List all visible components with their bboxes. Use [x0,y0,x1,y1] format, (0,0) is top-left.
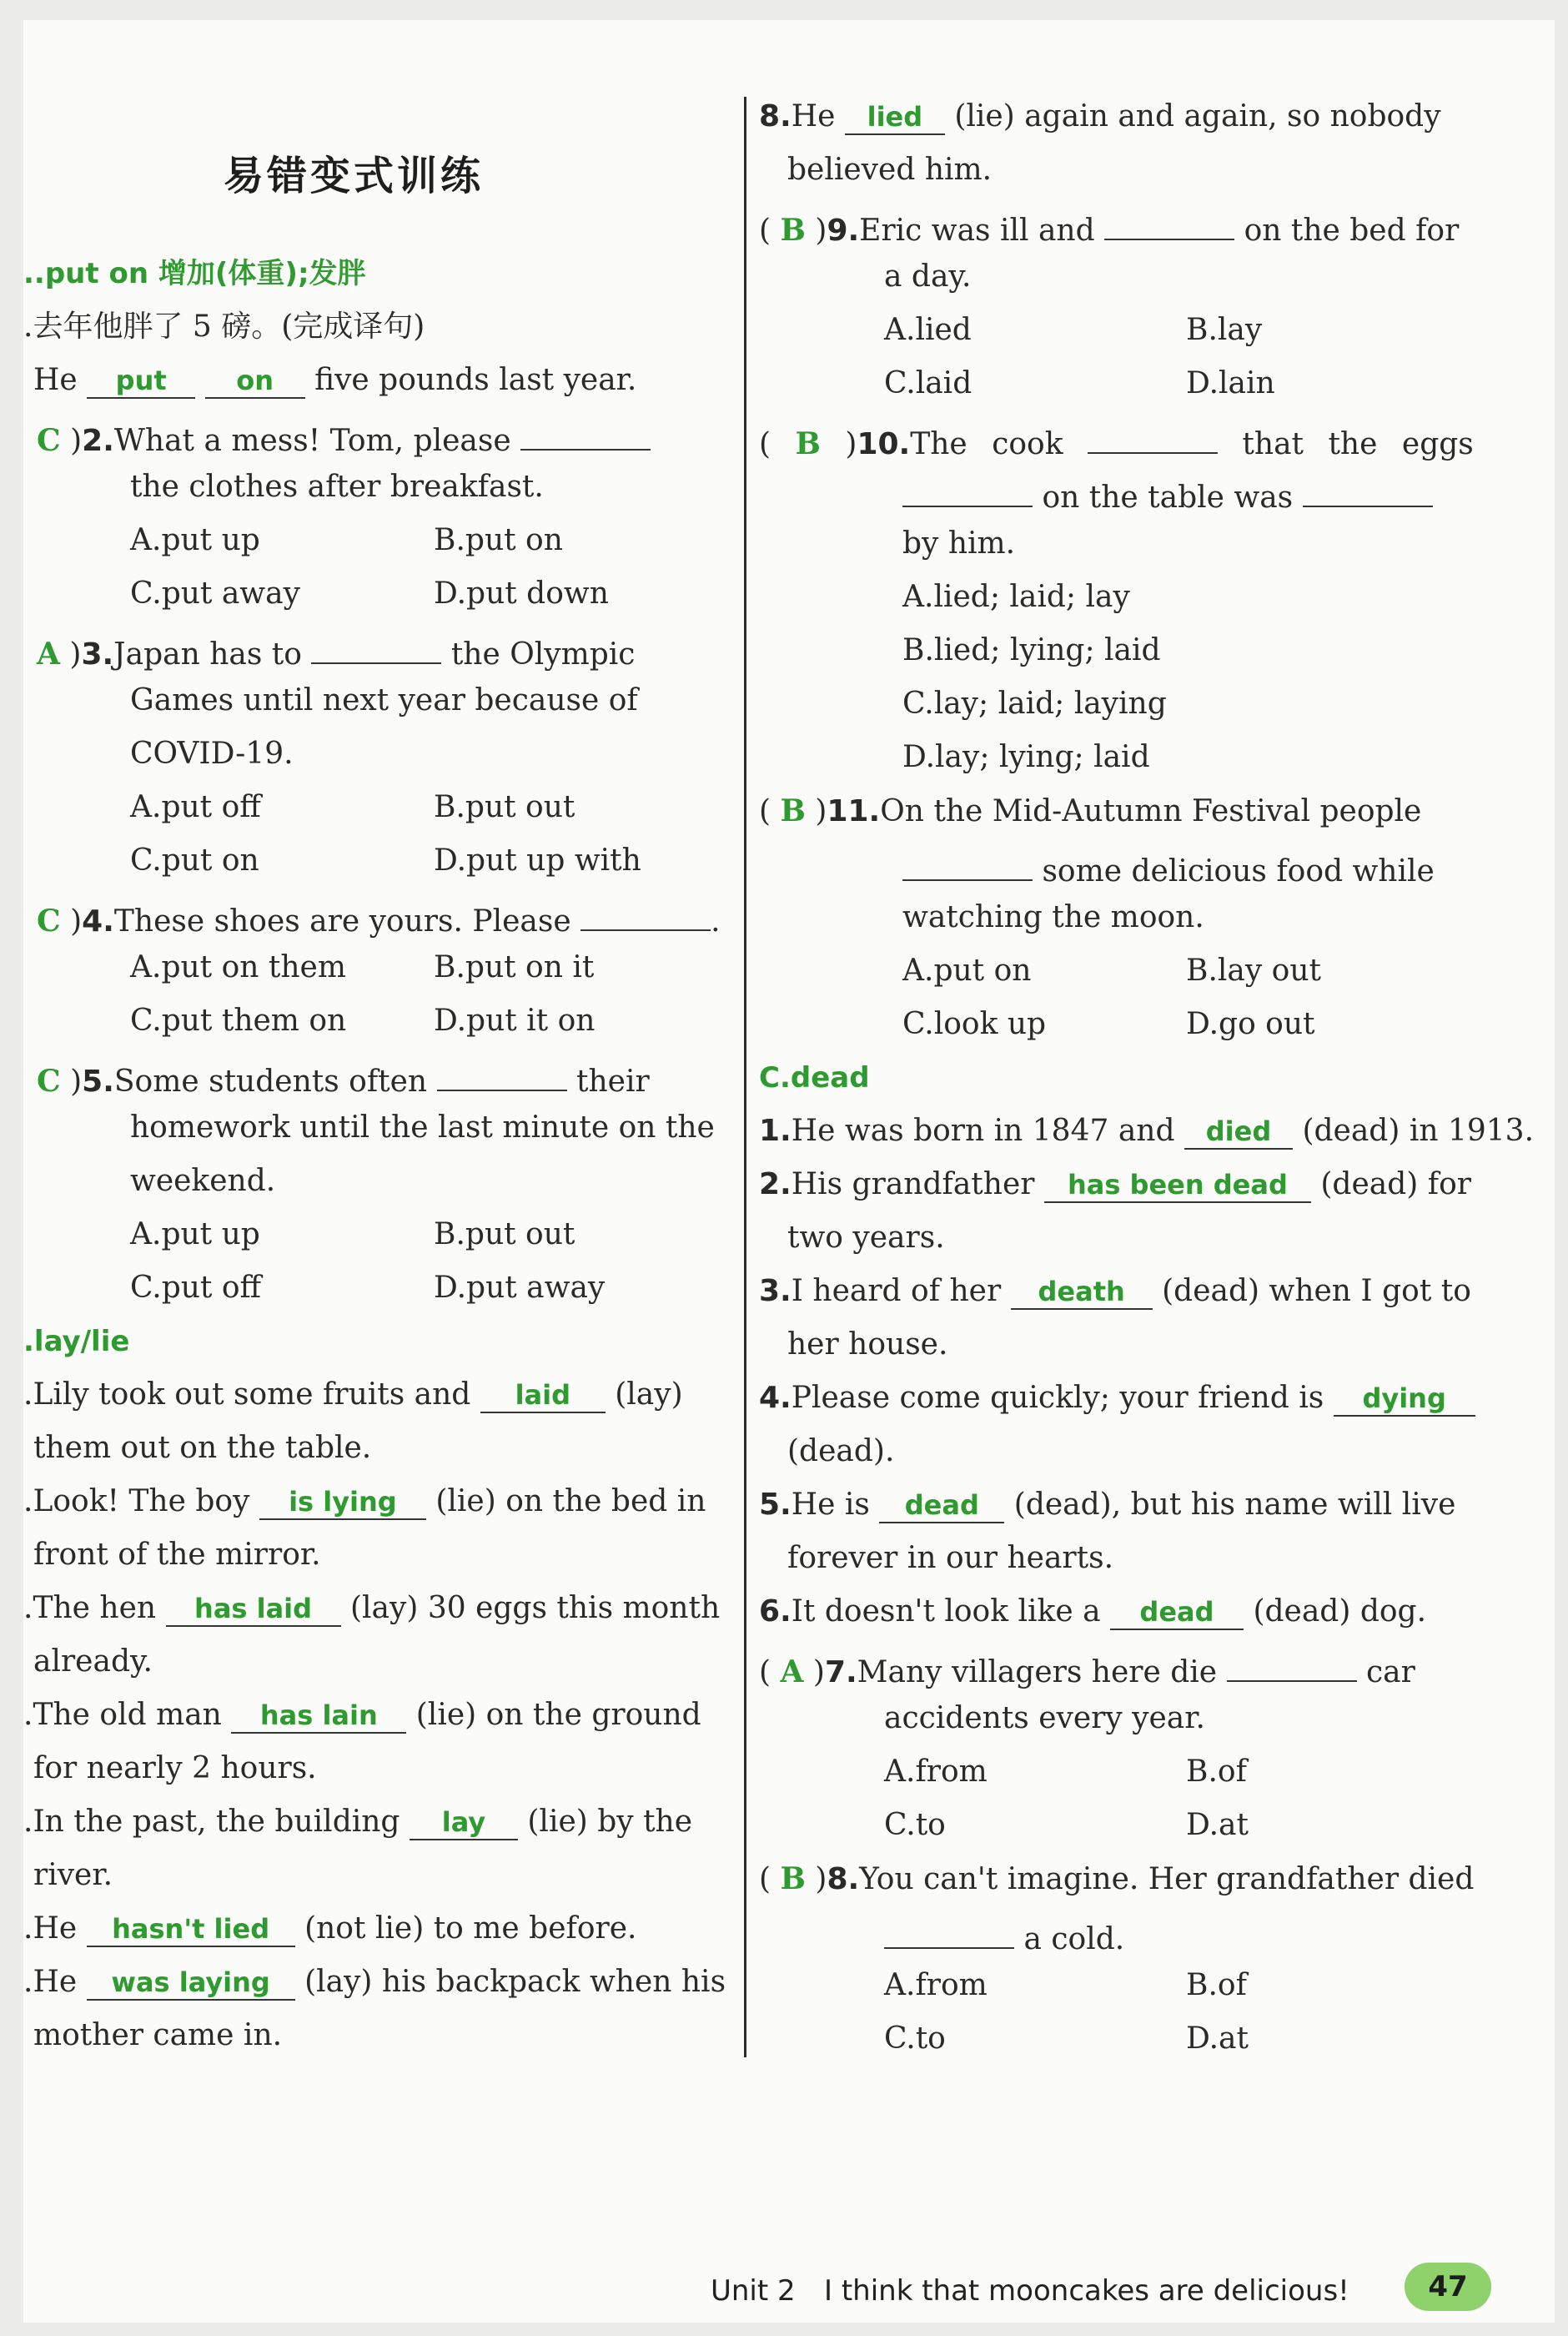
question-4 [37,894,721,942]
question-9 [759,204,1459,251]
item-text: (lay) [615,1377,683,1412]
question-text: eggs [1401,427,1474,461]
question-1-prompt: .去年他胖了 5 磅。(完成译句) [23,310,425,344]
bracket: ) [815,794,827,828]
dead-item-5 [759,1485,1455,1525]
question-11-line-2 [902,844,1435,892]
blank [902,471,1033,507]
option-a: A.put on them [130,950,346,984]
option-c: C.to [884,1808,946,1842]
answer-blank: lied [845,98,945,135]
question-text: cook [992,427,1063,461]
option-d: D.put it on [434,1004,596,1038]
option-a: A.lied; laid; lay [902,580,1130,614]
option-d: D.at [1186,2021,1249,2056]
answer-mark: A [780,1654,804,1689]
option-a: A.lied [884,313,972,347]
item-text: (dead) in 1913. [1302,1114,1535,1148]
question-text: On the Mid-Autumn Festival people [880,794,1422,828]
question-number: 7. [824,1655,857,1689]
question-text: Eric was ill and [859,214,1095,248]
option-b: B.put out [434,1217,575,1251]
option-a: A.from [884,1755,988,1789]
answer-blank: dying [1334,1380,1475,1417]
answer-blank: dead [1110,1593,1244,1630]
blank [1303,471,1433,507]
question-3-line-2: Games until next year because of [130,683,638,717]
question-2 [37,414,651,461]
item-text: He [791,99,836,133]
item-text: (dead) for [1320,1167,1471,1201]
question-text: the [1328,427,1378,461]
answer-mark: B [780,1861,806,1896]
item-text: (lie) again and again, so nobody [954,99,1441,133]
question-1-rest: five pounds last year. [314,363,637,397]
question-number: 3. [759,1274,792,1308]
dead-question-8-cont [884,1912,1124,1960]
question-text: car [1366,1655,1415,1689]
bracket: ( [759,794,771,828]
question-text: You can't imagine. Her grandfather died [859,1862,1475,1896]
question-text: on the bed for [1244,214,1460,248]
option-c: C.lay; laid; laying [902,687,1167,721]
question-text: on the table was [1042,481,1294,515]
question-text: Japan has to [113,637,302,672]
lay-lie-item-7-cont: mother came in. [33,2018,283,2052]
question-3-line-3: COVID-19. [130,737,294,771]
question-number: 4. [82,904,114,939]
dead-item-2-cont: two years. [787,1221,945,1255]
item-text: (lie) on the ground [415,1698,701,1732]
question-number: 10. [857,427,911,461]
footer-unit: Unit 2 [711,2274,796,2308]
item-text: I heard of her [791,1274,1002,1308]
bracket: ) [70,904,83,939]
question-number: 2. [759,1167,792,1201]
lay-lie-item-4-cont: for nearly 2 hours. [33,1751,317,1785]
option-b: B.put on [434,523,563,557]
page-number-badge: 47 [1405,2263,1491,2311]
item-text: (lay) 30 eggs this month [349,1591,721,1625]
blank [311,627,441,664]
option-a: A.from [884,1968,988,2002]
question-1-sentence [33,360,636,400]
item-text: .Lily took out some fruits and [23,1377,471,1412]
question-text: What a mess! Tom, please [113,424,511,458]
lay-lie-item-1-cont: them out on the table. [33,1431,372,1465]
item-text: (dead), but his name will live [1013,1488,1456,1522]
option-c: C.put on [130,843,259,878]
option-c: C.put away [130,576,300,611]
item-text: He is [791,1488,870,1522]
question-text: The [910,427,967,461]
lay-lie-item-3-cont: already. [33,1644,153,1679]
option-a: A.put on [902,954,1032,988]
dead-item-3-cont: her house. [787,1327,948,1362]
option-d: D.at [1186,1808,1249,1842]
option-d: D.put up with [434,843,641,878]
bracket: ( [759,427,771,461]
blank [1088,417,1218,454]
question-text: These shoes are yours. Please [113,904,571,939]
dead-item-1 [759,1111,1534,1151]
item-text: His grandfather [791,1167,1035,1201]
question-number: 11. [827,794,881,828]
lay-lie-item-7 [23,1962,726,2002]
question-text: that [1242,427,1304,461]
option-a: A.put up [130,1217,260,1251]
item-text: It doesn't look like a [791,1594,1101,1629]
bracket: ( [759,214,771,248]
bracket: ) [812,1655,825,1689]
option-b: B.put out [434,790,575,824]
blank [1227,1645,1357,1682]
answer-mark: B [795,426,821,461]
bracket: ) [70,1065,83,1099]
period: . [711,904,721,939]
blank [437,1055,567,1091]
section-heading-lay-lie: .lay/lie [23,1325,130,1358]
bracket: ) [845,427,857,461]
question-number: 2. [82,424,114,458]
option-d: D.put away [434,1271,606,1305]
dead-item-3 [759,1271,1471,1311]
dead-item-4 [759,1378,1475,1418]
question-number: 9. [827,214,860,248]
section-heading-dead: C.dead [759,1061,870,1095]
lay-lie-item-8 [759,97,1441,137]
question-5-line-3: weekend. [130,1164,276,1198]
dead-item-6 [759,1592,1426,1632]
bracket: ( [759,1655,771,1689]
question-text: the Olympic [450,637,636,672]
question-number: 4. [759,1381,792,1415]
question-10-line-2 [902,471,1433,518]
question-number: 5. [759,1488,792,1522]
answer-blank: died [1184,1113,1293,1150]
workbook-page [23,20,1555,2323]
bracket: ) [815,214,827,248]
option-d: D.go out [1186,1007,1315,1041]
bracket: ( [759,1862,771,1896]
question-text: some delicious food while [1042,854,1435,889]
item-text: (lay) his backpack when his [304,1965,726,1999]
dead-item-5-cont: forever in our hearts. [787,1541,1114,1575]
answer-mark: C [37,423,61,458]
option-a: A.put off [130,790,261,824]
lay-lie-item-1 [23,1375,683,1415]
blank [902,844,1033,881]
option-b: B.of [1186,1755,1247,1789]
question-10 [759,417,1474,465]
column-divider [744,97,746,2057]
lay-lie-item-5-cont: river. [33,1858,113,1892]
answer-blank: laid [480,1377,606,1413]
question-11-line-3: watching the moon. [902,900,1204,934]
answer-mark: B [780,213,806,248]
item-text: (lie) on the bed in [435,1484,706,1518]
answer-blank: put [87,362,195,399]
answer-blank: dead [879,1487,1004,1523]
item-text: .The old man [23,1698,222,1732]
blank [520,414,651,451]
question-number: 1. [759,1114,792,1148]
item-text: He was born in 1847 and [791,1114,1175,1148]
bracket: ) [815,1862,827,1896]
item-text: .The hen [23,1591,157,1625]
answer-mark: C [37,904,61,939]
lay-lie-item-2-cont: front of the mirror. [33,1538,321,1572]
dead-question-7 [759,1645,1415,1693]
blank [580,894,711,931]
item-text: (dead) when I got to [1162,1274,1471,1308]
item-text: (dead) dog. [1253,1594,1427,1629]
question-5 [37,1055,650,1102]
question-2-line-2: the clothes after breakfast. [130,470,544,504]
answer-blank: hasn't lied [87,1911,295,1947]
lay-lie-item-8-cont: believed him. [787,153,993,187]
answer-mark: C [37,1064,61,1099]
option-b: B.lay [1186,313,1263,347]
page-title: 易错变式训练 [224,153,485,199]
answer-blank: has lain [231,1697,406,1734]
answer-blank: death [1011,1273,1153,1310]
question-3 [37,627,635,675]
question-number: 3. [81,637,114,672]
bracket: ) [70,424,83,458]
item-text: .He [23,1911,78,1946]
option-c: C.put off [130,1271,262,1305]
question-10-line-3: by him. [902,526,1016,561]
question-text: Many villagers here die [857,1655,1218,1689]
option-c: C.to [884,2021,946,2056]
lay-lie-item-5 [23,1802,692,1842]
question-number: 5. [82,1065,114,1099]
option-c: C.laid [884,366,972,400]
item-text: (lie) by the [527,1805,693,1839]
option-b: B.put on it [434,950,595,984]
question-9-cont: a day. [884,259,972,294]
lay-lie-item-2 [23,1482,706,1522]
question-number: 8. [759,99,792,133]
answer-blank: is lying [259,1483,426,1520]
option-c: C.look up [902,1007,1047,1041]
dead-item-2 [759,1165,1471,1205]
option-a: A.put up [130,523,260,557]
question-5-line-2: homework until the last minute on the [130,1110,715,1145]
question-number: 8. [827,1862,860,1896]
blank [1104,204,1234,240]
dead-question-7-cont: accidents every year. [884,1701,1205,1735]
answer-blank: has been dead [1044,1166,1311,1203]
answer-blank: was laying [87,1964,295,2001]
question-1-subject: He [33,363,78,397]
lay-lie-item-6 [23,1909,636,1949]
option-b: B.lied; lying; laid [902,633,1161,667]
question-11 [759,791,1421,832]
lay-lie-item-4 [23,1695,701,1735]
bracket: ) [69,637,82,672]
answer-mark: B [780,793,806,828]
option-d: D.lay; lying; laid [902,740,1150,774]
option-b: B.lay out [1186,954,1321,988]
section-heading-put-on: ..put on 增加(体重);发胖 [23,257,366,290]
dead-question-8 [759,1859,1474,1900]
footer-subtitle: I think that mooncakes are delicious! [824,2274,1349,2308]
item-text: (not lie) to me before. [304,1911,637,1946]
item-text: .He [23,1965,78,1999]
option-d: D.lain [1186,366,1275,400]
lay-lie-item-3 [23,1588,720,1629]
item-text: .Look! The boy [23,1484,250,1518]
answer-blank: on [205,362,305,399]
dead-item-4-cont: (dead). [787,1434,895,1468]
question-number: 6. [759,1594,792,1629]
answer-blank: has laid [166,1590,341,1627]
question-text: a cold. [1023,1922,1125,1956]
option-c: C.put them on [130,1004,347,1038]
question-text: Some students often [113,1065,428,1099]
item-text: Please come quickly; your friend is [791,1381,1324,1415]
option-b: B.of [1186,1968,1247,2002]
option-d: D.put down [434,576,609,611]
question-text: their [576,1065,650,1099]
blank [884,1912,1014,1949]
answer-mark: A [37,637,60,672]
answer-blank: lay [410,1804,518,1840]
item-text: .In the past, the building [23,1805,400,1839]
